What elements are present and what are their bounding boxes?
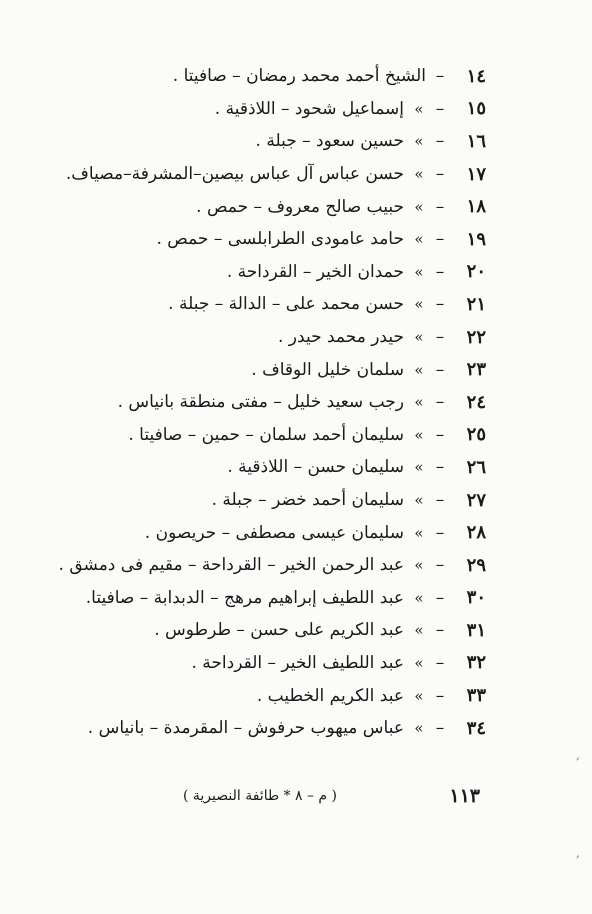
list-item [40,256,486,289]
entry-dash: – [435,392,445,413]
list-item [40,712,486,745]
entry-dash: – [435,229,445,250]
entry-text: عبد اللطيف إبراهيم مرهج – الدبدابة – صافيتا. [85,587,404,608]
entry-number: ٣١ [466,619,486,641]
list-item [40,288,486,321]
entry-dash: – [435,424,445,445]
entry-dash: – [435,359,445,380]
ditto-mark: » [414,393,424,412]
entry-dash: – [435,327,445,348]
entry-number: ١٨ [466,196,486,218]
list-item [40,158,486,191]
ditto-mark: » [414,295,424,314]
entry-text: عبد اللطيف الخير – القرداحة . [191,652,404,673]
list-item [40,386,486,419]
entry-number: ٢٦ [466,456,486,478]
entry-number: ٢١ [466,293,486,315]
ditto-mark: » [414,458,424,477]
ditto-mark: » [414,719,424,738]
entry-text: عبد الكريم على حسن – طرطوس . [154,620,404,641]
entry-list [40,60,486,744]
list-item [40,647,486,680]
entry-number: ٢٨ [466,522,486,544]
entry-dash: – [435,490,445,511]
entry-dash: – [435,652,445,673]
list-item [40,93,486,126]
entry-number: ٢٣ [466,359,486,381]
list-item [40,223,486,256]
entry-text: حسين سعود – جبلة . [255,131,404,152]
entry-text: حامد عامودى الطرابلسى – حمص . [156,229,404,250]
entry-dash: – [435,98,445,119]
ditto-mark: » [414,165,424,184]
margin-mark: , [576,846,580,860]
entry-text: سليمان أحمد سلمان – حمين – صافيتا . [128,424,404,445]
list-item [40,451,486,484]
entry-number: ١٤ [466,65,486,87]
list-item [40,125,486,158]
margin-mark: , [576,748,580,762]
list-item [40,549,486,582]
entry-text: عباس ميهوب حرفوش – المقرمدة – بانياس . [87,718,404,739]
entry-number: ٣٢ [466,652,486,674]
entry-text: سلمان خليل الوقاف . [251,359,404,380]
list-item [40,321,486,354]
ditto-mark: » [414,132,424,151]
entry-dash: – [435,685,445,706]
entry-number: ١٥ [466,98,486,120]
entry-dash: – [435,718,445,739]
list-item [40,353,486,386]
ditto-mark: » [414,328,424,347]
ditto-mark: » [414,262,424,281]
entry-number: ٢٧ [466,489,486,511]
entry-text: سليمان أحمد خضر – جبلة . [211,490,404,511]
entry-text: حمدان الخير – القرداحة . [226,261,404,282]
entry-dash: – [435,620,445,641]
entry-text: سليمان حسن – اللاذقية . [227,457,404,478]
ditto-mark: » [414,360,424,379]
ditto-mark: » [414,99,424,118]
footer-signature-note: ( م – ٨ * طائفة النصيرية ) [182,788,338,804]
entry-dash: – [435,131,445,152]
entry-number: ١٩ [466,228,486,250]
entry-number: ٣٤ [466,717,486,739]
entry-text: عبد الرحمن الخير – القرداحة – مقيم فى دمشق . [58,555,404,576]
entry-number: ١٦ [466,130,486,152]
entry-text: حيدر محمد حيدر . [278,327,404,348]
entry-dash: – [435,587,445,608]
ditto-mark: » [414,588,424,607]
entry-text: حبيب صالح معروف – حمص . [196,196,404,217]
ditto-mark: » [414,621,424,640]
list-item [40,484,486,517]
entry-dash: – [435,294,445,315]
entry-number: ٢٤ [466,391,486,413]
ditto-mark: » [414,523,424,542]
ditto-mark: » [414,653,424,672]
list-item [40,190,486,223]
entry-dash: – [435,196,445,217]
entry-number: ٢٢ [466,326,486,348]
ditto-mark: » [414,197,424,216]
entry-number: ١٧ [466,163,486,185]
list-item [40,419,486,452]
ditto-mark: » [414,425,424,444]
entry-text: حسن عباس آل عباس بيصين–المشرفة–مصياف. [65,164,404,185]
ditto-mark: » [414,686,424,705]
entry-dash: – [435,555,445,576]
entry-dash: – [435,261,445,282]
list-item [40,679,486,712]
entry-text: سليمان عيسى مصطفى – حريصون . [144,522,404,543]
ditto-mark: » [414,230,424,249]
ditto-mark: » [414,556,424,575]
entry-number: ٢٠ [466,261,486,283]
entry-text: إسماعيل شحود – اللاذقية . [214,98,404,119]
entry-dash: – [435,457,445,478]
page-footer [60,785,480,807]
entry-number: ٣٠ [466,587,486,609]
list-item [40,582,486,615]
entry-number: ٣٣ [466,685,486,707]
list-item [40,516,486,549]
page-number: ١١٣ [449,785,480,807]
entry-dash: – [435,522,445,543]
list-item [40,60,486,93]
list-item [40,614,486,647]
entry-dash: – [435,164,445,185]
entry-text: حسن محمد على – الدالة – جبلة . [168,294,404,315]
entry-text: الشيخ أحمد محمد رمضان – صافيتا . [172,66,426,87]
entry-dash: – [435,66,445,87]
entry-text: رجب سعيد خليل – مفتى منطقة بانياس . [117,392,404,413]
entry-number: ٢٩ [466,554,486,576]
ditto-mark: » [414,491,424,510]
entry-text: عبد الكريم الخطيب . [256,685,404,706]
entry-number: ٢٥ [466,424,486,446]
